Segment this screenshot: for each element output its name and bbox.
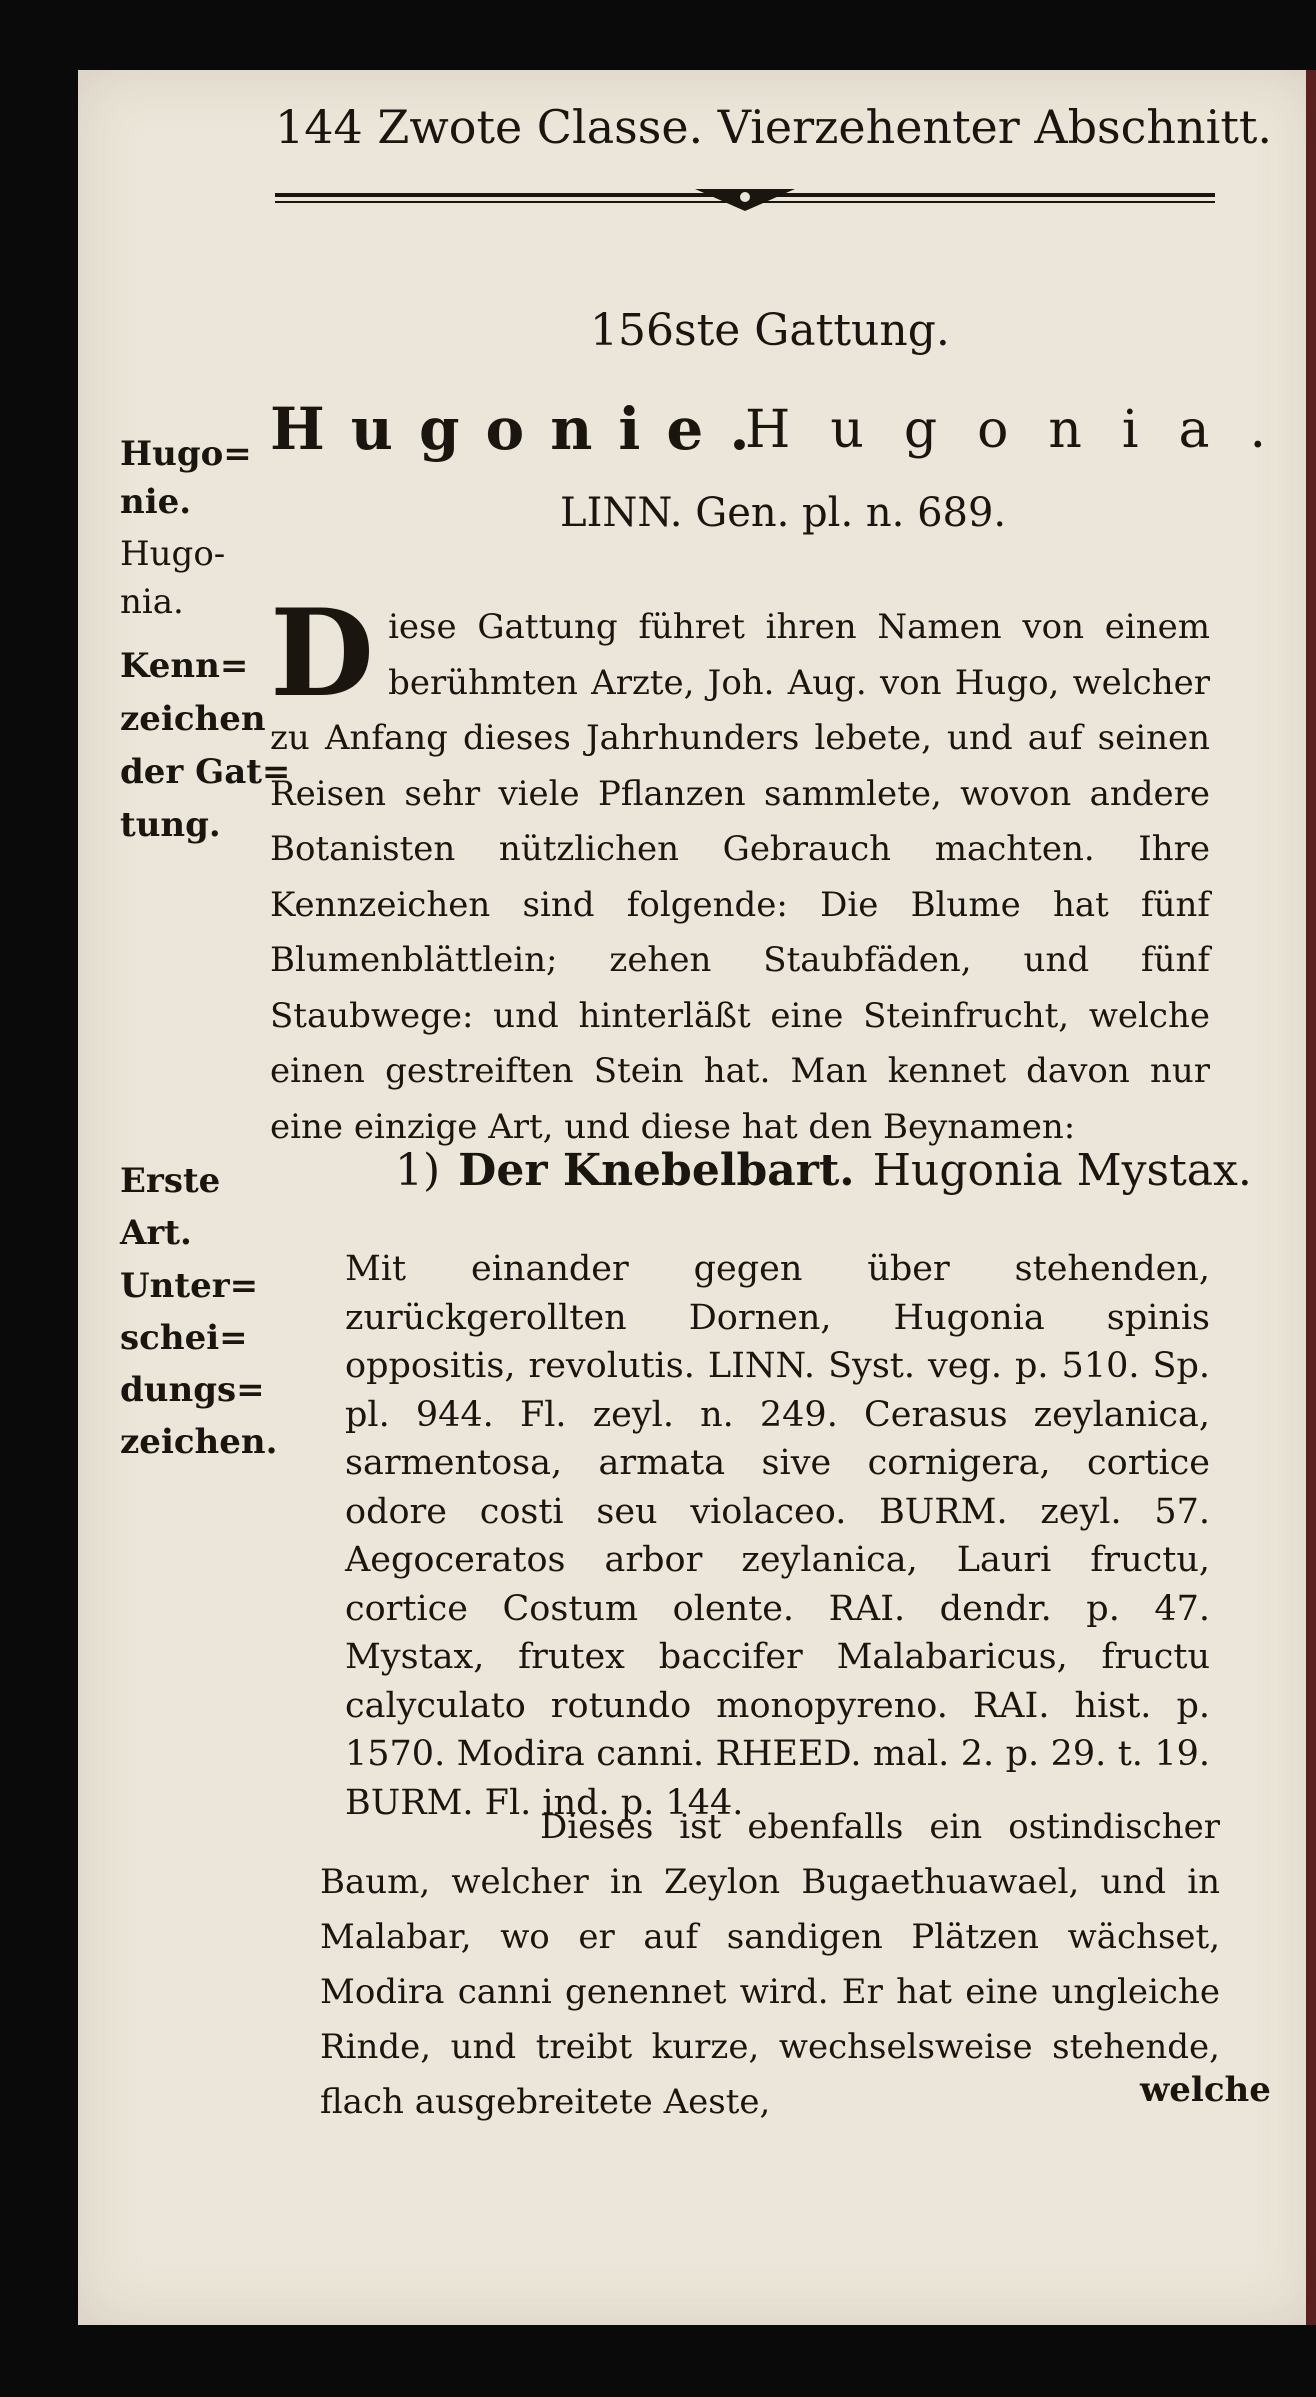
catchword: welche xyxy=(1140,2070,1271,2110)
margin-line: Unter= xyxy=(120,1266,259,1306)
margin-line: Hugo= xyxy=(120,434,252,474)
margin-line: zeichen xyxy=(120,699,266,739)
species-number: 1) xyxy=(395,1145,441,1196)
running-head: 144 Zwote Classe. Vierzehenter Abschnitt. xyxy=(275,100,1272,154)
margin-line: tung. xyxy=(120,805,221,845)
margin-line: zeichen. xyxy=(120,1422,278,1462)
linnaeus-reference: LINN. Gen. pl. n. 689. xyxy=(560,490,1007,536)
margin-line: schei= xyxy=(120,1318,248,1358)
ornamental-rule xyxy=(275,185,1215,215)
genus-title-german: Hugonie. xyxy=(270,395,776,463)
margin-line: nia. xyxy=(120,582,184,622)
synonymy-paragraph: Mit einander gegen über stehenden, zurückgerollten Dornen, Hugonia spinis oppositis, revolutis. LINN. Syst. veg. p. 510. Sp. pl. 944. Fl. zeyl. n. 249. Cerasus zeylanica, sarmentosa, armata sive cornigera, cortice odore costi seu violaceo. BURM. zeyl. 57. Aegoceratos arbor zeylanica, Lauri fructu, cortice Costum olente. RAI. dendr. p. 47. Mystax, frutex baccifer Malabaricus, fructu calyculato rotundo monopyreno. RAI. hist. p. 1570. Modira canni. RHEED. mal. 2. p. 29. t. 19. BURM. Fl. ind. p. 144. xyxy=(345,1249,1210,1823)
margin-note-genus-de xyxy=(120,430,252,526)
book-spine-edge xyxy=(1306,70,1316,2325)
drop-cap: D xyxy=(270,583,375,724)
margin-line: Art. xyxy=(120,1213,192,1253)
margin-line: Kenn= xyxy=(120,646,249,686)
intro-text: iese Gattung führet ihren Namen von einem berühmten Arzte, Joh. Aug. von Hugo, welcher zu Anfang dieses Jahrhunders lebete, und auf seinen Reisen sehr viele Pflanzen sammlete, wovon andere Botanisten nützlichen Gebrauch machten. Ihre Kennzeichen sind folgende: Die Blume hat fünf Blumenblättlein; zehen Staubfäden, und fünf Staubwege: und hinterläßt eine Steinfrucht, welche einen gestreiften Stein hat. Man kennet davon nur eine einzige Art, und diese hat den Beynamen: xyxy=(270,607,1210,1147)
margin-line: der Gat= xyxy=(120,752,291,792)
margin-line: Hugo- xyxy=(120,534,226,574)
margin-line: nie. xyxy=(120,482,192,522)
margin-note-distinguishing xyxy=(120,1260,277,1468)
description-paragraph: Dieses ist ebenfalls ein ostindischer Baum, welcher in Zeylon Bugaethuawael, und in Malabar, wo er auf sandigen Plätzen wächset, Modira canni genennet wird. Er hat eine ungleiche Rinde, und treibt kurze, wechselsweise stehende, flach ausgebreitete Aeste, xyxy=(320,1807,1220,2122)
intro-paragraph xyxy=(270,583,1210,1155)
species-name-latin: Hugonia Mystax. xyxy=(872,1145,1252,1196)
margin-note-genus-la xyxy=(120,530,225,626)
genus-number: 156ste Gattung. xyxy=(590,305,950,356)
margin-note-first-species xyxy=(120,1155,220,1259)
margin-line: Erste xyxy=(120,1161,221,1201)
species-heading xyxy=(395,1145,1252,1196)
species-name-german: Der Knebelbart. xyxy=(458,1145,855,1196)
margin-line: dungs= xyxy=(120,1370,265,1410)
genus-title-latin: Hugonia. xyxy=(745,400,1307,460)
margin-note-characters xyxy=(120,640,290,852)
